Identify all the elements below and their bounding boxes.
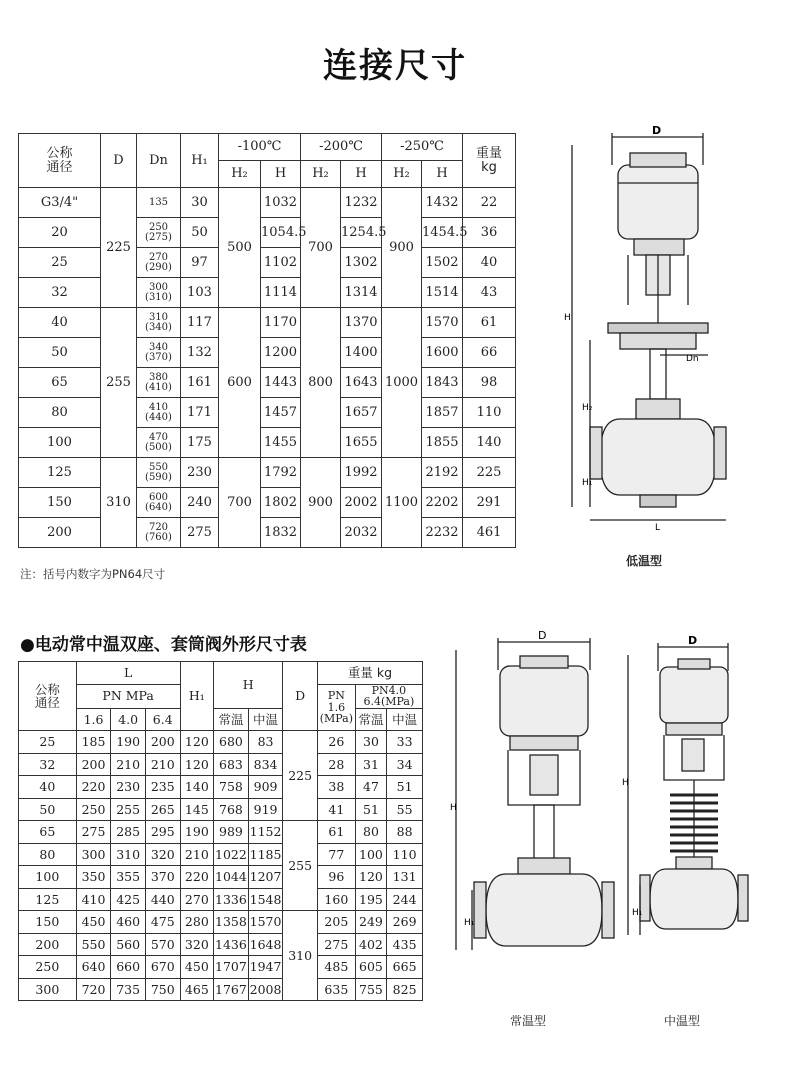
cell-dn: 340 (370) (137, 338, 181, 368)
cell-hm: 909 (248, 776, 283, 799)
cell-h1: 320 (180, 933, 214, 956)
cell-l40: 230 (111, 776, 146, 799)
cell-h1: 132 (181, 338, 219, 368)
cell-dn: 270 (290) (137, 248, 181, 278)
cell-wn: 51 (355, 798, 386, 821)
cell-wn: 605 (355, 956, 386, 979)
cell-w16: 205 (317, 911, 355, 934)
dim-h1-label: H₁ (582, 478, 593, 488)
table-row (19, 458, 516, 488)
cell-weight: 22 (463, 188, 516, 218)
cell-n: 65 (19, 821, 77, 844)
cell-l64: 235 (145, 776, 180, 799)
cell-weight: 225 (463, 458, 516, 488)
cell-h1: 270 (180, 888, 214, 911)
cell-weight: 98 (463, 368, 516, 398)
table-row (19, 338, 516, 368)
cell-h: 1443 (261, 368, 301, 398)
t2-header-wn: 常温 (355, 708, 386, 731)
cell-n: 250 (19, 956, 77, 979)
cell-hm: 834 (248, 753, 283, 776)
t2-header-l: L (76, 662, 180, 685)
header-h1: H₁ (181, 134, 219, 188)
cell-h1: 280 (180, 911, 214, 934)
cell-hn: 1707 (214, 956, 249, 979)
cell-h2: 600 (219, 308, 261, 458)
header-h2: H₂ (219, 161, 261, 188)
cell-hn: 1336 (214, 888, 249, 911)
cell-dn: 550 (590) (137, 458, 181, 488)
cell-h2: 900 (382, 188, 422, 308)
cell-dn: 470 (500) (137, 428, 181, 458)
cell-h2: 1100 (382, 458, 422, 548)
cell-l64: 210 (145, 753, 180, 776)
cell-h: 2232 (422, 518, 463, 548)
cell-h: 1514 (422, 278, 463, 308)
cell-w16: 96 (317, 866, 355, 889)
dim-d-label-2: D (538, 629, 547, 642)
cell-nominal: G3/4" (19, 188, 101, 218)
cell-dn: 600 (640) (137, 488, 181, 518)
cell-l16: 300 (76, 843, 111, 866)
cell-h2: 500 (219, 188, 261, 308)
figure2-caption: 常温型 (510, 1014, 547, 1028)
table-row (19, 308, 516, 338)
cell-hm: 1947 (248, 956, 283, 979)
cell-hn: 1022 (214, 843, 249, 866)
cell-hm: 83 (248, 731, 283, 754)
cell-n: 25 (19, 731, 77, 754)
dim-h-label-2: H (450, 803, 457, 813)
cell-h2: 700 (301, 188, 341, 308)
cell-hm: 2008 (248, 978, 283, 1001)
cell-h: 1200 (261, 338, 301, 368)
cell-l16: 720 (76, 978, 111, 1001)
cell-nominal: 25 (19, 248, 101, 278)
cell-h: 1302 (341, 248, 382, 278)
mid-temp-valve-drawing (620, 635, 780, 965)
cell-h1: 275 (181, 518, 219, 548)
table-row (19, 488, 516, 518)
table-row (19, 956, 423, 979)
cell-h: 1254.5 (341, 218, 382, 248)
cell-l40: 190 (111, 731, 146, 754)
cell-w16: 26 (317, 731, 355, 754)
cell-n: 50 (19, 798, 77, 821)
cell-h1: 161 (181, 368, 219, 398)
t2-header-pn: PN MPa (76, 684, 180, 708)
cell-l16: 450 (76, 911, 111, 934)
cell-dn: 720 (760) (137, 518, 181, 548)
cell-l40: 735 (111, 978, 146, 1001)
cell-wn: 30 (355, 731, 386, 754)
cell-l40: 460 (111, 911, 146, 934)
table-row (19, 753, 423, 776)
cell-weight: 110 (463, 398, 516, 428)
cell-h: 1992 (341, 458, 382, 488)
cell-nominal: 150 (19, 488, 101, 518)
cell-h: 1843 (422, 368, 463, 398)
cell-h: 1170 (261, 308, 301, 338)
cell-n: 200 (19, 933, 77, 956)
header-minus250: -250℃ (382, 134, 463, 161)
cell-weight: 36 (463, 218, 516, 248)
table-row (19, 368, 516, 398)
cell-h: 2002 (341, 488, 382, 518)
header-minus200: -200℃ (301, 134, 382, 161)
cell-h: 1502 (422, 248, 463, 278)
cell-hn: 1044 (214, 866, 249, 889)
cell-w16: 160 (317, 888, 355, 911)
cell-weight: 291 (463, 488, 516, 518)
cell-h: 1102 (261, 248, 301, 278)
cell-l40: 255 (111, 798, 146, 821)
table-row (19, 248, 516, 278)
cell-l64: 475 (145, 911, 180, 934)
dim-h1-label-3: H₁ (632, 908, 643, 918)
cell-d: 255 (101, 308, 137, 458)
table-row (19, 933, 423, 956)
cell-w16: 41 (317, 798, 355, 821)
cell-wn: 47 (355, 776, 386, 799)
cell-wm: 269 (387, 911, 423, 934)
cell-l16: 640 (76, 956, 111, 979)
cell-hn: 1436 (214, 933, 249, 956)
cell-d: 225 (101, 188, 137, 308)
cell-h: 1657 (341, 398, 382, 428)
cell-h1: 240 (181, 488, 219, 518)
cell-w16: 275 (317, 933, 355, 956)
cell-hm: 1648 (248, 933, 283, 956)
cell-n: 300 (19, 978, 77, 1001)
cell-h1: 103 (181, 278, 219, 308)
table-row (19, 218, 516, 248)
cell-l40: 660 (111, 956, 146, 979)
cell-h: 1655 (341, 428, 382, 458)
cell-weight: 43 (463, 278, 516, 308)
t2-header-d: D (283, 662, 318, 731)
cell-h1: 30 (181, 188, 219, 218)
cell-wm: 825 (387, 978, 423, 1001)
cell-l64: 295 (145, 821, 180, 844)
cell-n: 40 (19, 776, 77, 799)
low-temp-dimension-table (18, 133, 516, 548)
cell-h1: 140 (180, 776, 214, 799)
cell-h2: 900 (301, 458, 341, 548)
cell-h1: 230 (181, 458, 219, 488)
cell-w16: 38 (317, 776, 355, 799)
cell-l40: 210 (111, 753, 146, 776)
cell-wn: 195 (355, 888, 386, 911)
cell-hm: 1185 (248, 843, 283, 866)
cell-weight: 66 (463, 338, 516, 368)
cell-h: 2032 (341, 518, 382, 548)
cell-l16: 250 (76, 798, 111, 821)
figure3-caption: 中温型 (664, 1014, 701, 1028)
cell-wn: 249 (355, 911, 386, 934)
cell-dn: 250 (275) (137, 218, 181, 248)
cell-nominal: 40 (19, 308, 101, 338)
cell-dn: 300 (310) (137, 278, 181, 308)
cell-weight: 40 (463, 248, 516, 278)
t2-header-h1: H₁ (180, 662, 214, 731)
header-h2: H₂ (301, 161, 341, 188)
t2-header-mid: 中温 (248, 708, 283, 731)
cell-l40: 355 (111, 866, 146, 889)
cell-l64: 670 (145, 956, 180, 979)
cell-nominal: 20 (19, 218, 101, 248)
cell-w16: 485 (317, 956, 355, 979)
table-row (19, 821, 423, 844)
cell-h: 1314 (341, 278, 382, 308)
cell-hm: 1548 (248, 888, 283, 911)
cell-nominal: 32 (19, 278, 101, 308)
header-h: H (422, 161, 463, 188)
t2-header-p64: 6.4 (145, 708, 180, 731)
cell-nominal: 80 (19, 398, 101, 428)
cell-dn: 310 (340) (137, 308, 181, 338)
cell-wm: 435 (387, 933, 423, 956)
table-row (19, 843, 423, 866)
cell-l16: 350 (76, 866, 111, 889)
cell-h1: 465 (180, 978, 214, 1001)
cell-h: 1400 (341, 338, 382, 368)
cell-weight: 140 (463, 428, 516, 458)
cell-l40: 560 (111, 933, 146, 956)
table-row (19, 978, 423, 1001)
cell-l64: 265 (145, 798, 180, 821)
t2-header-h: H (214, 662, 283, 709)
t2-header-weight: 重量 kg (317, 662, 422, 685)
cell-h: 2192 (422, 458, 463, 488)
table-row (19, 278, 516, 308)
header-h: H (261, 161, 301, 188)
cell-wm: 88 (387, 821, 423, 844)
table-row (19, 911, 423, 934)
cell-n: 32 (19, 753, 77, 776)
low-temp-valve-drawing (560, 125, 760, 545)
cell-h1: 450 (180, 956, 214, 979)
cell-h: 1114 (261, 278, 301, 308)
table-row (19, 776, 423, 799)
cell-wm: 131 (387, 866, 423, 889)
table-row (19, 518, 516, 548)
cell-h: 1857 (422, 398, 463, 428)
dim-h1-label-2: H₁ (464, 918, 475, 928)
cell-wn: 100 (355, 843, 386, 866)
cell-l16: 410 (76, 888, 111, 911)
cell-h: 1643 (341, 368, 382, 398)
cell-wn: 120 (355, 866, 386, 889)
t2-header-nominal: 公称 通径 (19, 662, 77, 731)
cell-wm: 55 (387, 798, 423, 821)
cell-l40: 285 (111, 821, 146, 844)
cell-l64: 320 (145, 843, 180, 866)
t2-header-wm: 中温 (387, 708, 423, 731)
cell-l16: 550 (76, 933, 111, 956)
cell-l16: 200 (76, 753, 111, 776)
t2-header-w16: PN 1.6 (MPa) (317, 684, 355, 731)
cell-nominal: 125 (19, 458, 101, 488)
table-note: 注：括号内数字为PN64尺寸 (20, 567, 166, 581)
section-title: ●电动常中温双座、套筒阀外形尺寸表 (20, 635, 307, 655)
cell-h: 1455 (261, 428, 301, 458)
cell-h1: 120 (180, 753, 214, 776)
cell-h1: 175 (181, 428, 219, 458)
table-row (19, 428, 516, 458)
cell-wn: 31 (355, 753, 386, 776)
cell-h: 1802 (261, 488, 301, 518)
cell-dn: 135 (137, 188, 181, 218)
cell-hn: 768 (214, 798, 249, 821)
cell-h: 1792 (261, 458, 301, 488)
cell-wm: 34 (387, 753, 423, 776)
cell-w16: 77 (317, 843, 355, 866)
header-weight: 重量 kg (463, 134, 516, 188)
normal-mid-temp-dimension-table (18, 661, 423, 1001)
cell-l16: 275 (76, 821, 111, 844)
dim-h-label: H (564, 313, 571, 323)
cell-wm: 665 (387, 956, 423, 979)
cell-d: 310 (283, 911, 318, 1001)
cell-hm: 1207 (248, 866, 283, 889)
cell-h1: 220 (180, 866, 214, 889)
cell-l64: 570 (145, 933, 180, 956)
cell-w16: 61 (317, 821, 355, 844)
cell-n: 125 (19, 888, 77, 911)
header-h2: H₂ (382, 161, 422, 188)
cell-h: 1832 (261, 518, 301, 548)
cell-h: 1054.5 (261, 218, 301, 248)
page-title: 连接尺寸 (323, 46, 467, 86)
cell-hm: 919 (248, 798, 283, 821)
header-h: H (341, 161, 382, 188)
cell-h1: 50 (181, 218, 219, 248)
cell-h1: 97 (181, 248, 219, 278)
normal-temp-valve-drawing (448, 630, 618, 970)
header-dn: Dn (137, 134, 181, 188)
cell-wm: 110 (387, 843, 423, 866)
cell-h1: 171 (181, 398, 219, 428)
cell-d: 225 (283, 731, 318, 821)
cell-l64: 370 (145, 866, 180, 889)
dim-h2-label: H₂ (582, 403, 593, 413)
cell-h1: 120 (180, 731, 214, 754)
table-row (19, 398, 516, 428)
dim-h-label-3: H (622, 778, 629, 788)
cell-hn: 758 (214, 776, 249, 799)
cell-dn: 380 (410) (137, 368, 181, 398)
cell-wn: 402 (355, 933, 386, 956)
cell-hn: 683 (214, 753, 249, 776)
cell-hn: 989 (214, 821, 249, 844)
header-minus100: -100℃ (219, 134, 301, 161)
cell-h: 1457 (261, 398, 301, 428)
cell-w16: 635 (317, 978, 355, 1001)
cell-hn: 1767 (214, 978, 249, 1001)
cell-wn: 755 (355, 978, 386, 1001)
cell-l16: 220 (76, 776, 111, 799)
dim-d-label: D (652, 124, 662, 137)
cell-wm: 33 (387, 731, 423, 754)
cell-h2: 700 (219, 458, 261, 548)
dim-d-label-3: D (688, 634, 698, 647)
cell-d: 310 (101, 458, 137, 548)
t2-header-p40: 4.0 (111, 708, 146, 731)
table-row (19, 888, 423, 911)
cell-hn: 680 (214, 731, 249, 754)
cell-h: 1370 (341, 308, 382, 338)
figure1-caption: 低温型 (626, 554, 663, 568)
dim-dn-label: Dn (686, 354, 699, 364)
cell-l16: 185 (76, 731, 111, 754)
cell-h1: 117 (181, 308, 219, 338)
t2-header-p16: 1.6 (76, 708, 111, 731)
cell-nominal: 200 (19, 518, 101, 548)
cell-l40: 425 (111, 888, 146, 911)
cell-h: 1454.5 (422, 218, 463, 248)
cell-weight: 461 (463, 518, 516, 548)
cell-h: 1032 (261, 188, 301, 218)
t2-header-normal: 常温 (214, 708, 249, 731)
cell-hm: 1570 (248, 911, 283, 934)
cell-d: 255 (283, 821, 318, 911)
cell-w16: 28 (317, 753, 355, 776)
cell-h: 1432 (422, 188, 463, 218)
cell-h2: 1000 (382, 308, 422, 458)
cell-hm: 1152 (248, 821, 283, 844)
cell-h1: 145 (180, 798, 214, 821)
cell-h: 1600 (422, 338, 463, 368)
cell-wn: 80 (355, 821, 386, 844)
cell-h1: 190 (180, 821, 214, 844)
cell-l64: 440 (145, 888, 180, 911)
cell-h: 1570 (422, 308, 463, 338)
cell-nominal: 65 (19, 368, 101, 398)
t2-header-w40: PN4.0 6.4(MPa) (355, 684, 422, 708)
cell-h: 2202 (422, 488, 463, 518)
header-nominal-diameter: 公称 通径 (19, 134, 101, 188)
cell-n: 150 (19, 911, 77, 934)
cell-n: 80 (19, 843, 77, 866)
dim-l-label: L (655, 523, 661, 533)
header-d: D (101, 134, 137, 188)
cell-nominal: 100 (19, 428, 101, 458)
cell-h1: 210 (180, 843, 214, 866)
cell-l64: 200 (145, 731, 180, 754)
cell-wm: 51 (387, 776, 423, 799)
table-row (19, 798, 423, 821)
cell-l64: 750 (145, 978, 180, 1001)
table-row (19, 188, 516, 218)
cell-h: 1232 (341, 188, 382, 218)
table-row (19, 866, 423, 889)
cell-hn: 1358 (214, 911, 249, 934)
cell-h2: 800 (301, 308, 341, 458)
cell-l40: 310 (111, 843, 146, 866)
cell-wm: 244 (387, 888, 423, 911)
table-row (19, 731, 423, 754)
cell-dn: 410 (440) (137, 398, 181, 428)
cell-nominal: 50 (19, 338, 101, 368)
cell-h: 1855 (422, 428, 463, 458)
cell-n: 100 (19, 866, 77, 889)
cell-weight: 61 (463, 308, 516, 338)
